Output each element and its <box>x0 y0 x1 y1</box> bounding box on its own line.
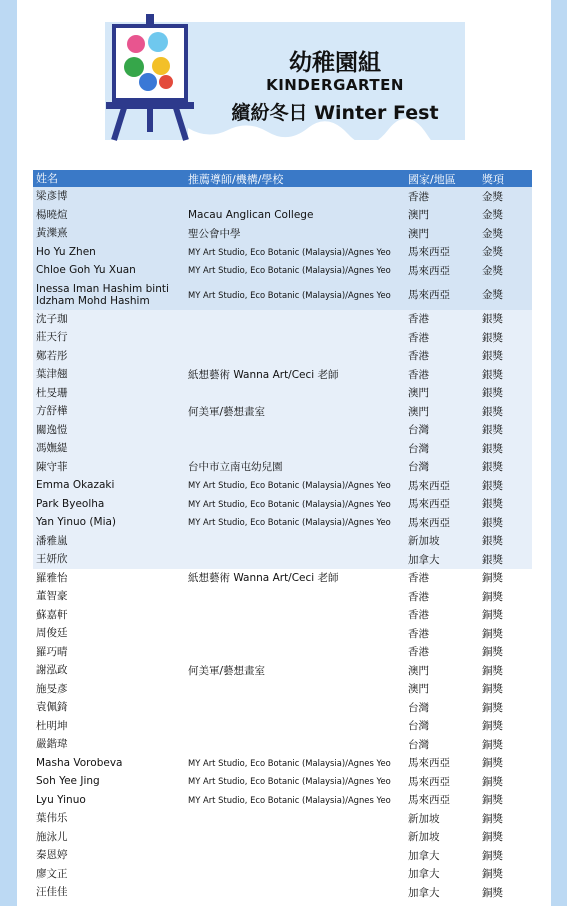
cell-award: 銅獎 <box>482 738 503 751</box>
cell-name: 施旻彥 <box>36 682 68 695</box>
cell-region: 新加坡 <box>408 831 440 844</box>
cell-region: 馬來西亞 <box>408 516 450 529</box>
title-english: KINDERGARTEN <box>266 76 404 94</box>
cell-award: 金獎 <box>482 289 503 301</box>
cell-award: 銀獎 <box>482 479 503 492</box>
cell-award: 金獎 <box>482 246 503 259</box>
cell-organization: 何美軍/藝想畫室 <box>188 664 266 677</box>
left-border <box>0 0 17 906</box>
table-row <box>33 717 532 736</box>
cell-organization: 台中市立南屯幼兒園 <box>188 461 283 474</box>
easel-icon <box>106 12 194 142</box>
cell-name: 謝泓政 <box>36 664 68 677</box>
cell-region: 台灣 <box>408 442 429 455</box>
event-subtitle: 繽紛冬日 Winter Fest <box>231 102 439 124</box>
table-row <box>33 384 532 403</box>
cell-region: 香港 <box>408 572 429 585</box>
cell-region: 新加坡 <box>408 812 440 825</box>
cell-award: 銀獎 <box>482 553 503 566</box>
cell-region: 馬來西亞 <box>408 757 450 770</box>
cell-name: 董智豪 <box>36 590 68 603</box>
cell-region: 加拿大 <box>408 868 440 881</box>
cell-name: 鄭若彤 <box>36 349 68 362</box>
cell-award: 銅獎 <box>482 794 503 807</box>
table-row <box>33 476 532 495</box>
table-row <box>33 224 532 243</box>
cell-organization: 紙想藝術 Wanna Art/Ceci 老師 <box>188 368 339 381</box>
table-row <box>33 680 532 699</box>
table-row <box>33 661 532 680</box>
cell-award: 銅獎 <box>482 886 503 899</box>
table-row <box>33 402 532 421</box>
table-row <box>33 439 532 458</box>
cell-award: 銅獎 <box>482 849 503 862</box>
cell-organization: MY Art Studio, Eco Botanic (Malaysia)/Agnes Yeo <box>188 776 391 787</box>
cell-award: 銅獎 <box>482 775 503 788</box>
right-border <box>551 0 567 906</box>
cell-organization: MY Art Studio, Eco Botanic (Malaysia)/Agnes Yeo <box>188 246 391 257</box>
cell-award: 銀獎 <box>482 461 503 474</box>
cell-organization: MY Art Studio, Eco Botanic (Malaysia)/Agnes Yeo <box>188 480 391 491</box>
table-row <box>33 846 532 865</box>
cell-name: 黃濼熹 <box>36 227 68 240</box>
cell-region: 澳門 <box>408 683 429 696</box>
cell-organization: MY Art Studio, Eco Botanic (Malaysia)/Agnes Yeo <box>188 289 391 300</box>
cell-region: 馬來西亞 <box>408 289 450 301</box>
cell-name: 葉津翹 <box>36 368 68 381</box>
cell-name: 施泳儿 <box>36 830 68 843</box>
cell-organization: MY Art Studio, Eco Botanic (Malaysia)/Agnes Yeo <box>188 498 391 509</box>
table-row <box>33 865 532 884</box>
cell-award: 銀獎 <box>482 442 503 455</box>
cell-region: 台灣 <box>408 424 429 437</box>
cell-region: 香港 <box>408 331 429 344</box>
cell-name: 關逸愷 <box>36 423 68 436</box>
cell-region: 馬來西亞 <box>408 264 450 277</box>
results-table <box>33 170 532 902</box>
cell-award: 銅獎 <box>482 701 503 714</box>
cell-name: 陳守菲 <box>36 460 68 473</box>
cell-name: 楊曉煊 <box>36 208 68 221</box>
cell-region: 香港 <box>408 609 429 622</box>
column-header-region: 國家/地區 <box>408 172 456 186</box>
table-row <box>33 643 532 662</box>
cell-organization: MY Art Studio, Eco Botanic (Malaysia)/Agnes Yeo <box>188 757 391 768</box>
table-row <box>33 187 532 206</box>
cell-name: 杜明坤 <box>36 719 68 732</box>
cell-region: 新加坡 <box>408 535 440 548</box>
cell-award: 銀獎 <box>482 535 503 548</box>
table-row <box>33 206 532 225</box>
table-row <box>33 550 532 569</box>
cell-organization: 紙想藝術 Wanna Art/Ceci 老師 <box>188 572 339 585</box>
table-row <box>33 310 532 329</box>
cell-region: 台灣 <box>408 720 429 733</box>
cell-region: 香港 <box>408 190 429 203</box>
table-row <box>33 606 532 625</box>
table-row <box>33 513 532 532</box>
cell-award: 銅獎 <box>482 572 503 585</box>
cell-name: Inessa Iman Hashim binti Idzham Mohd Hashim <box>36 282 169 307</box>
cell-award: 銅獎 <box>482 590 503 603</box>
cell-name: 袁佩錡 <box>36 701 68 714</box>
table-row <box>33 458 532 477</box>
title-chinese: 幼稚園組 <box>289 50 381 76</box>
cell-award: 銅獎 <box>482 757 503 770</box>
table-row <box>33 735 532 754</box>
cell-award: 銅獎 <box>482 831 503 844</box>
cell-name: 梁彥博 <box>36 190 68 203</box>
cell-region: 加拿大 <box>408 849 440 862</box>
cell-name: 汪佳佳 <box>36 886 68 899</box>
cell-award: 銅獎 <box>482 683 503 696</box>
cell-name: 嚴鍇瑋 <box>36 738 68 751</box>
cell-name: 王妍欣 <box>36 553 68 566</box>
cell-region: 馬來西亞 <box>408 246 450 259</box>
cell-organization: MY Art Studio, Eco Botanic (Malaysia)/Agnes Yeo <box>188 794 391 805</box>
cell-name: Masha Vorobeva <box>36 756 123 769</box>
table-row <box>33 809 532 828</box>
cell-award: 銀獎 <box>482 313 503 326</box>
cell-name: Soh Yee Jing <box>36 775 100 788</box>
cell-name: Emma Okazaki <box>36 479 115 492</box>
cell-organization: Macau Anglican College <box>188 208 314 221</box>
cell-region: 台灣 <box>408 461 429 474</box>
cell-award: 金獎 <box>482 190 503 203</box>
cell-name: 方舒樺 <box>36 405 68 418</box>
cell-region: 台灣 <box>408 701 429 714</box>
cell-award: 銀獎 <box>482 516 503 529</box>
cell-name: Chloe Goh Yu Xuan <box>36 264 136 277</box>
cell-region: 澳門 <box>408 209 429 222</box>
cell-region: 馬來西亞 <box>408 498 450 511</box>
table-row <box>33 261 532 280</box>
table-row <box>33 791 532 810</box>
cell-name: 蘇嘉軒 <box>36 608 68 621</box>
cell-region: 澳門 <box>408 405 429 418</box>
cell-award: 銀獎 <box>482 405 503 418</box>
cell-award: 銀獎 <box>482 331 503 344</box>
cell-name: 周俊廷 <box>36 627 68 640</box>
cell-region: 香港 <box>408 313 429 326</box>
table-row <box>33 754 532 773</box>
cell-name: 廖文正 <box>36 867 68 880</box>
cell-name: Lyu Yinuo <box>36 793 86 806</box>
cell-award: 銀獎 <box>482 498 503 511</box>
cell-organization: MY Art Studio, Eco Botanic (Malaysia)/Agnes Yeo <box>188 265 391 276</box>
cell-region: 香港 <box>408 350 429 363</box>
table-row <box>33 772 532 791</box>
table-row <box>33 828 532 847</box>
cell-name: 杜旻珊 <box>36 386 68 399</box>
cell-award: 銀獎 <box>482 387 503 400</box>
table-row <box>33 587 532 606</box>
column-header-organization: 推薦導師/機構/學校 <box>188 172 284 186</box>
cell-name: 秦恩婷 <box>36 849 68 862</box>
cell-name: 羅巧晴 <box>36 645 68 658</box>
cell-award: 銅獎 <box>482 812 503 825</box>
cell-name: Ho Yu Zhen <box>36 245 96 258</box>
cell-region: 馬來西亞 <box>408 794 450 807</box>
cell-name: 羅雅怡 <box>36 571 68 584</box>
cell-region: 加拿大 <box>408 886 440 899</box>
cell-award: 銅獎 <box>482 627 503 640</box>
table-row <box>33 569 532 588</box>
cell-region: 台灣 <box>408 738 429 751</box>
cell-award: 金獎 <box>482 209 503 222</box>
table-row <box>33 365 532 384</box>
cell-organization: MY Art Studio, Eco Botanic (Malaysia)/Agnes Yeo <box>188 517 391 528</box>
table-row <box>33 421 532 440</box>
cell-award: 金獎 <box>482 264 503 277</box>
cell-region: 澳門 <box>408 227 429 240</box>
cell-region: 馬來西亞 <box>408 775 450 788</box>
cell-award: 銀獎 <box>482 424 503 437</box>
table-row <box>33 624 532 643</box>
cell-name: 莊天行 <box>36 331 68 344</box>
cell-award: 銀獎 <box>482 350 503 363</box>
cell-region: 馬來西亞 <box>408 479 450 492</box>
cell-region: 香港 <box>408 646 429 659</box>
cell-award: 銅獎 <box>482 609 503 622</box>
cell-region: 香港 <box>408 368 429 381</box>
cell-award: 銅獎 <box>482 868 503 881</box>
cell-name: Park Byeolha <box>36 497 105 510</box>
table-row <box>33 243 532 262</box>
table-header-row <box>33 170 532 187</box>
cell-award: 銀獎 <box>482 368 503 381</box>
cell-name: 潘雅嵐 <box>36 534 68 547</box>
cell-region: 澳門 <box>408 664 429 677</box>
cell-organization: 何美軍/藝想畫室 <box>188 405 266 418</box>
table-row <box>33 532 532 551</box>
cell-award: 銅獎 <box>482 646 503 659</box>
cell-award: 銅獎 <box>482 720 503 733</box>
cell-name: 馮嫵緹 <box>36 442 68 455</box>
table-row <box>33 495 532 514</box>
cell-region: 澳門 <box>408 387 429 400</box>
table-row <box>33 698 532 717</box>
cell-name: 葉伟乐 <box>36 812 68 825</box>
cell-name: 沈子珈 <box>36 312 68 325</box>
column-header-award: 獎項 <box>482 172 504 186</box>
cell-region: 香港 <box>408 627 429 640</box>
cell-award: 金獎 <box>482 227 503 240</box>
cell-region: 香港 <box>408 590 429 603</box>
table-row <box>33 883 532 902</box>
column-header-name: 姓名 <box>36 171 58 185</box>
table-row <box>33 328 532 347</box>
table-row <box>33 280 532 310</box>
cell-name: Yan Yinuo (Mia) <box>36 516 117 529</box>
cell-region: 加拿大 <box>408 553 440 566</box>
table-row <box>33 347 532 366</box>
cell-award: 銅獎 <box>482 664 503 677</box>
cell-organization: 聖公會中學 <box>188 227 241 240</box>
